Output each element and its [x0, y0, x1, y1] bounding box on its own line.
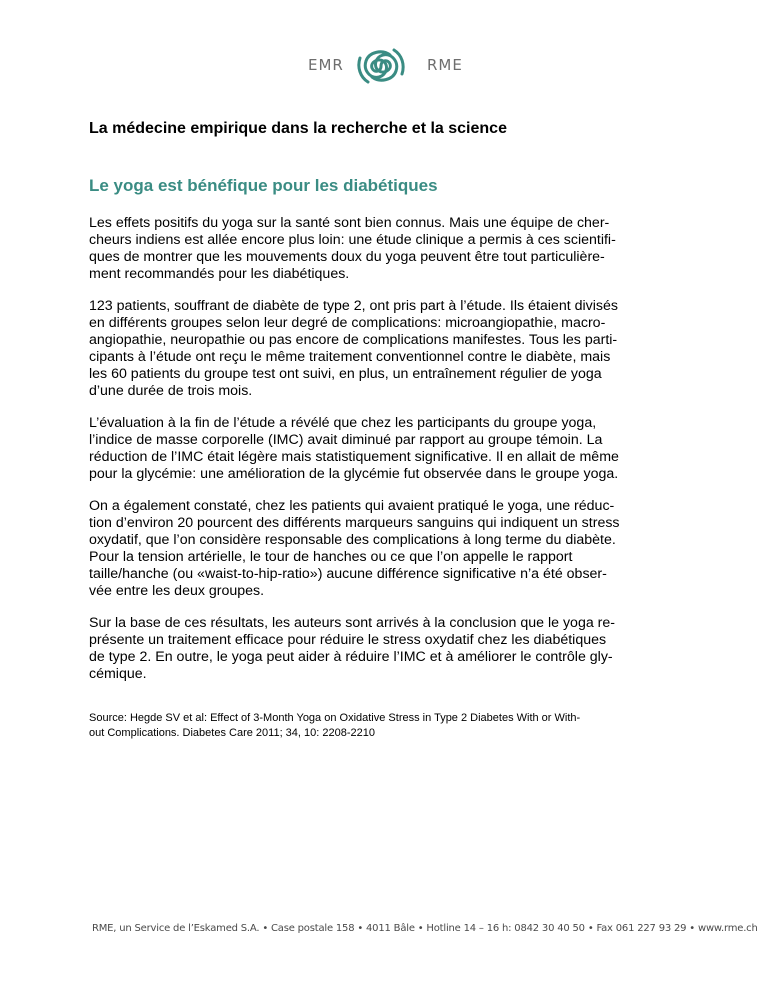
page-footer: RME, un Service de l’Eskamed S.A. • Case postale 158 • 4011 Bâle • Hotline 14 – 16 h: 0842 30 40 50 • Fax 061 227 93 29 • www.rme.ch — [92, 923, 758, 934]
text-line: de type 2. En outre, le yoga peut aider à réduire l’IMC et à améliorer le contrôle gly- — [89, 649, 613, 665]
source-line: out Complications. Diabetes Care 2011; 34, 10: 2208-2210 — [89, 727, 375, 739]
text-line: Les effets positifs du yoga sur la santé sont bien connus. Mais une équipe de cher- — [89, 215, 610, 231]
text-line: angiopathie, neuropathie ou pas encore de complications manifestes. Tous les parti- — [89, 332, 618, 348]
text-line: cipants à l’étude ont reçu le même traitement conventionnel contre le diabète, mais — [89, 349, 611, 365]
paragraph — [89, 415, 679, 483]
text-line: présente un traitement efficace pour réduire le stress oxydatif chez les diabétiques — [89, 632, 607, 648]
emr-rme-logo — [300, 36, 470, 96]
text-line: L’évaluation à la fin de l’étude a révélé que chez les participants du groupe yoga, — [89, 415, 597, 431]
text-line: en différents groupes selon leur degré de complications: microangiopathie, macro- — [89, 315, 606, 331]
text-line: les 60 patients du groupe test ont suivi, en plus, un entraînement régulier de yoga — [89, 366, 602, 382]
text-line: Pour la tension artérielle, le tour de hanches ou ce que l’on appelle le rapport — [89, 549, 573, 565]
text-line: On a également constaté, chez les patients qui avaient pratiqué le yoga, une réduc- — [89, 498, 615, 514]
text-line: Sur la base de ces résultats, les auteurs sont arrivés à la conclusion que le yoga re- — [89, 615, 616, 631]
paragraph — [89, 615, 679, 683]
text-line: ment recommandés pour les diabétiques. — [89, 266, 350, 282]
text-line: cémique. — [89, 666, 147, 682]
paragraph — [89, 498, 679, 600]
text-line: l’indice de masse corporelle (IMC) avait diminué par rapport au groupe témoin. La — [89, 432, 603, 448]
paragraph — [89, 298, 679, 400]
text-line: taille/hanche (ou «waist-to-hip-ratio») aucune différence significative n’a été obser- — [89, 566, 607, 582]
text-line: vée entre les deux groupes. — [89, 583, 265, 599]
page-title: La médecine empirique dans la recherche et la science — [89, 120, 507, 137]
text-line: réduction de l’IMC était légère mais statistiquement significative. Il en allait de même — [89, 449, 619, 465]
text-line: 123 patients, souffrant de diabète de type 2, ont pris part à l’étude. Ils étaient divisés — [89, 298, 618, 314]
paragraph — [89, 215, 679, 283]
article-body — [89, 215, 679, 698]
logo-rme-text: RME — [427, 56, 463, 74]
text-line: oxydatif, que l’on considère responsable des complications à long terme du diabète. — [89, 532, 616, 548]
text-line: tion d’environ 20 pourcent des différents marqueurs sanguins qui indiquent un stress — [89, 515, 620, 531]
text-line: ques de montrer que les mouvements doux du yoga peuvent être tout particulière- — [89, 249, 605, 265]
source-citation — [89, 711, 689, 741]
text-line: d’une durée de trois mois. — [89, 383, 253, 399]
spiral-logo-icon — [348, 38, 414, 94]
logo-emr-text: EMR — [308, 56, 344, 74]
text-line: cheurs indiens est allée encore plus loin: une étude clinique a permis à ces scientifi- — [89, 232, 616, 248]
source-line: Source: Hegde SV et al: Effect of 3-Month Yoga on Oxidative Stress in Type 2 Diabetes With or With- — [89, 712, 581, 724]
article-title: Le yoga est bénéfique pour les diabétiques — [89, 176, 438, 195]
text-line: pour la glycémie: une amélioration de la glycémie fut observée dans le groupe yoga. — [89, 466, 619, 482]
